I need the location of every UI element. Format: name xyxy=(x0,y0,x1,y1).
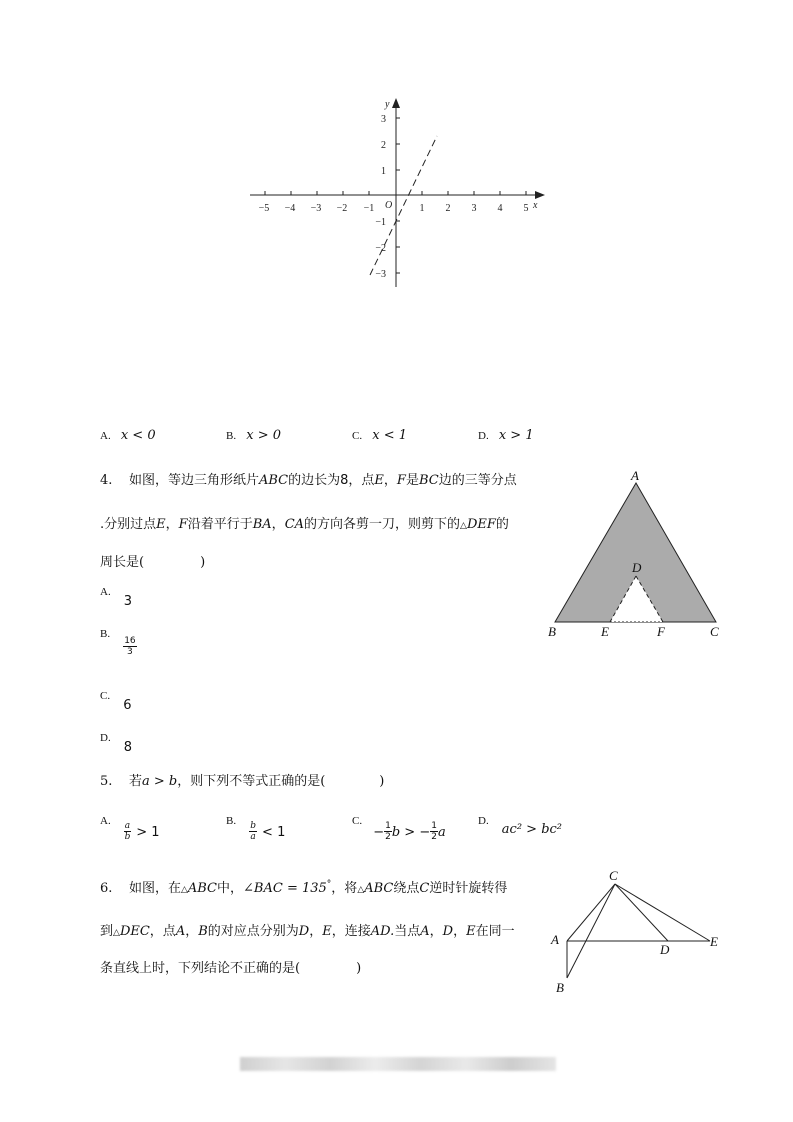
option-letter: B. xyxy=(226,430,237,442)
q6-text: ，点 xyxy=(149,924,176,939)
q5-text: ) xyxy=(379,774,385,789)
question-number: 6. xyxy=(100,881,113,896)
x-tick-label: −1 xyxy=(363,203,375,214)
fraction-numerator: 1 xyxy=(431,821,437,831)
q6-text: 到 xyxy=(100,924,114,939)
q6-text: 绕点 xyxy=(393,881,420,896)
coordinate-graph xyxy=(245,92,550,297)
vertex-label-e: E xyxy=(710,934,718,949)
q4-line-1 xyxy=(100,469,517,488)
q5-option-d[interactable] xyxy=(478,815,563,837)
q4-text: 是 xyxy=(405,473,419,488)
math-a: A xyxy=(420,924,430,939)
vertex-label-c: C xyxy=(609,868,618,883)
x-tick-label: −5 xyxy=(258,203,270,214)
math-angle: ∠BAC = 135 xyxy=(243,881,327,896)
option-rest: < 1 xyxy=(262,825,286,840)
q6-text: ，连接 xyxy=(331,924,371,939)
option-letter: D. xyxy=(100,732,111,744)
fraction-numerator: b xyxy=(250,821,256,831)
math-ad: AD. xyxy=(370,924,395,939)
math-d: D xyxy=(298,924,310,939)
q6-text: ) xyxy=(356,961,362,976)
q5-text: 若 xyxy=(128,774,142,789)
q6-text: ，将 xyxy=(331,881,358,896)
math-abc: ABC xyxy=(187,881,218,896)
fraction-numerator: a xyxy=(124,821,131,831)
option-fraction xyxy=(430,821,438,842)
q4-text: ， xyxy=(165,517,179,532)
q6-line-2 xyxy=(100,920,515,939)
x-tick-label: 3 xyxy=(471,203,477,214)
q4-option-c[interactable] xyxy=(100,690,132,713)
math-dec: DEC xyxy=(119,924,150,939)
math-e: E xyxy=(322,924,332,939)
q4-triangle-figure xyxy=(540,466,730,644)
math-ca: CA xyxy=(284,517,305,532)
q6-text: ， xyxy=(185,924,199,939)
y-tick-label: 3 xyxy=(381,114,386,125)
q6-text: 中， xyxy=(217,881,244,896)
x-tick-label: −3 xyxy=(310,203,322,214)
origin-label: O xyxy=(385,200,393,211)
option-fraction xyxy=(249,821,257,842)
q4-text: . xyxy=(100,517,105,532)
q3-option-c[interactable] xyxy=(352,428,407,443)
vertex-label-d: D xyxy=(660,942,670,957)
vertex-label-b: B xyxy=(548,624,556,639)
question-number: 4. xyxy=(100,473,113,488)
y-tick-label: 2 xyxy=(381,140,386,151)
q5-option-a[interactable] xyxy=(100,815,160,842)
segment-cd xyxy=(615,884,668,941)
option-letter: A. xyxy=(100,430,111,442)
math-eight: 8 xyxy=(340,473,349,488)
math-f: F xyxy=(396,473,406,488)
q4-option-b[interactable] xyxy=(100,628,137,657)
math-abc: ABC xyxy=(364,881,394,896)
vertex-label-a: A xyxy=(631,468,639,483)
q4-text: ，点 xyxy=(348,473,375,488)
fraction-denominator: 3 xyxy=(127,647,133,657)
q4-text: 的边长为 xyxy=(288,473,341,488)
math-d: D xyxy=(442,924,454,939)
fraction-denominator: 2 xyxy=(431,832,437,842)
option-fraction xyxy=(124,821,131,842)
q3-option-b[interactable] xyxy=(226,428,281,443)
option-expr: x < 0 xyxy=(120,428,156,443)
math-def: DEF xyxy=(466,517,496,532)
y-axis-label: y xyxy=(385,99,390,110)
q3-option-a[interactable] xyxy=(100,428,156,443)
q5-text: ，则下列不等式正确的是( xyxy=(177,774,326,789)
compare-sign: > − xyxy=(400,825,431,840)
math-condition: a > b xyxy=(141,774,178,789)
q4-text: ) xyxy=(200,555,206,570)
fraction-numerator: 16 xyxy=(124,636,136,646)
y-tick-label: −3 xyxy=(375,269,386,280)
q6-line-3 xyxy=(100,957,361,976)
var-a: a xyxy=(437,825,446,840)
q4-option-a[interactable] xyxy=(100,586,133,609)
x-tick-label: 4 xyxy=(497,203,503,214)
y-tick-label: 1 xyxy=(381,166,386,177)
q5-stem xyxy=(100,770,384,789)
q4-text: 分别过点 xyxy=(104,517,157,532)
math-ba: BA xyxy=(252,517,272,532)
segment-cb xyxy=(567,884,615,978)
x-axis-label: x xyxy=(533,200,538,211)
math-a: A xyxy=(175,924,186,939)
option-letter: A. xyxy=(100,586,111,598)
option-expr: x < 1 xyxy=(372,428,407,443)
q6-text: 的对应点分别为 xyxy=(207,924,299,939)
y-tick-label: −1 xyxy=(375,217,386,228)
math-e: E xyxy=(156,517,166,532)
q6-text: ， xyxy=(429,924,443,939)
vertex-label-a: A xyxy=(551,932,559,947)
option-letter: C. xyxy=(352,430,363,442)
x-tick-label: −4 xyxy=(284,203,296,214)
q4-line-2 xyxy=(100,513,509,532)
q6-text: 在同一 xyxy=(475,924,515,939)
x-tick-label: 2 xyxy=(445,203,451,214)
q4-text: 的 xyxy=(495,517,509,532)
x-tick-label: 1 xyxy=(419,203,425,214)
option-letter: B. xyxy=(226,815,237,827)
minus-sign: − xyxy=(373,825,385,840)
dashed-graph-line xyxy=(370,136,437,275)
math-b: B xyxy=(198,924,208,939)
q6-text: ， xyxy=(309,924,323,939)
option-letter: D. xyxy=(478,815,489,827)
q4-option-d[interactable] xyxy=(100,732,133,755)
q4-text: 如图，等边三角形纸片 xyxy=(128,473,259,488)
vertex-label-f: F xyxy=(657,624,665,639)
option-expr: x > 0 xyxy=(246,428,281,443)
q6-text: ， xyxy=(453,924,467,939)
blurred-footer xyxy=(240,1057,556,1071)
y-tick-label: −2 xyxy=(375,243,386,254)
vertex-label-b: B xyxy=(556,980,564,995)
vertex-label-e: E xyxy=(601,624,609,639)
var-b: b xyxy=(391,825,401,840)
q4-text: 沿着平行于 xyxy=(187,517,253,532)
math-c: C xyxy=(419,881,430,896)
x-tick-label: −2 xyxy=(336,203,348,214)
q6-text: 当点 xyxy=(394,924,421,939)
x-axis-arrow xyxy=(535,191,545,199)
q4-text: 边的三等分点 xyxy=(438,473,517,488)
q6-text: 条直线上时，下列结论不正确的是( xyxy=(100,961,301,976)
option-letter: D. xyxy=(478,430,489,442)
q3-option-d[interactable] xyxy=(478,428,534,443)
option-expr: x > 1 xyxy=(498,428,534,443)
option-letter: A. xyxy=(100,815,111,827)
option-expr: ac² > bc² xyxy=(501,822,563,837)
x-tick-label: 5 xyxy=(523,203,529,214)
math-e: E xyxy=(466,924,476,939)
triangle-symbol: △ xyxy=(460,521,467,531)
q6-text: 如图，在 xyxy=(128,881,181,896)
fraction-denominator: 2 xyxy=(385,832,391,842)
q4-text: ， xyxy=(383,473,397,488)
option-fraction xyxy=(384,821,392,842)
option-value: 3 xyxy=(123,594,133,609)
triangle-symbol: △ xyxy=(113,928,120,938)
option-letter: B. xyxy=(100,628,111,640)
q4-line-3 xyxy=(100,551,205,570)
q5-option-c[interactable] xyxy=(352,815,446,842)
option-fraction xyxy=(123,636,136,657)
segment-ce xyxy=(615,884,710,941)
triangle-symbol: △ xyxy=(180,885,188,895)
q6-line-1 xyxy=(100,877,507,896)
question-number: 5. xyxy=(100,774,113,789)
q4-text: 的方向各剪一刀，则剪下的 xyxy=(304,517,461,532)
option-rest: > 1 xyxy=(136,825,160,840)
q5-option-b[interactable] xyxy=(226,815,286,842)
math-abc: ABC xyxy=(258,473,289,488)
math-bc: BC xyxy=(418,473,439,488)
segment-ca xyxy=(567,884,615,941)
y-axis-arrow xyxy=(392,98,400,108)
fraction-denominator: a xyxy=(250,832,256,842)
math-f: F xyxy=(178,517,188,532)
vertex-label-d: D xyxy=(632,560,642,575)
vertex-label-c: C xyxy=(710,624,719,639)
degree-symbol: ° xyxy=(326,879,332,890)
option-letter: C. xyxy=(100,690,111,702)
math-e: E xyxy=(374,473,384,488)
q6-rotation-figure xyxy=(545,868,730,998)
option-value: 6 xyxy=(123,698,132,713)
q4-text: ， xyxy=(271,517,285,532)
q6-text: 逆时针旋转得 xyxy=(429,881,508,896)
option-value: 8 xyxy=(123,740,133,755)
triangle-symbol: △ xyxy=(357,885,365,895)
fraction-numerator: 1 xyxy=(385,821,391,831)
fraction-denominator: b xyxy=(124,832,131,842)
option-letter: C. xyxy=(352,815,363,827)
q4-text: 周长是( xyxy=(100,555,145,570)
